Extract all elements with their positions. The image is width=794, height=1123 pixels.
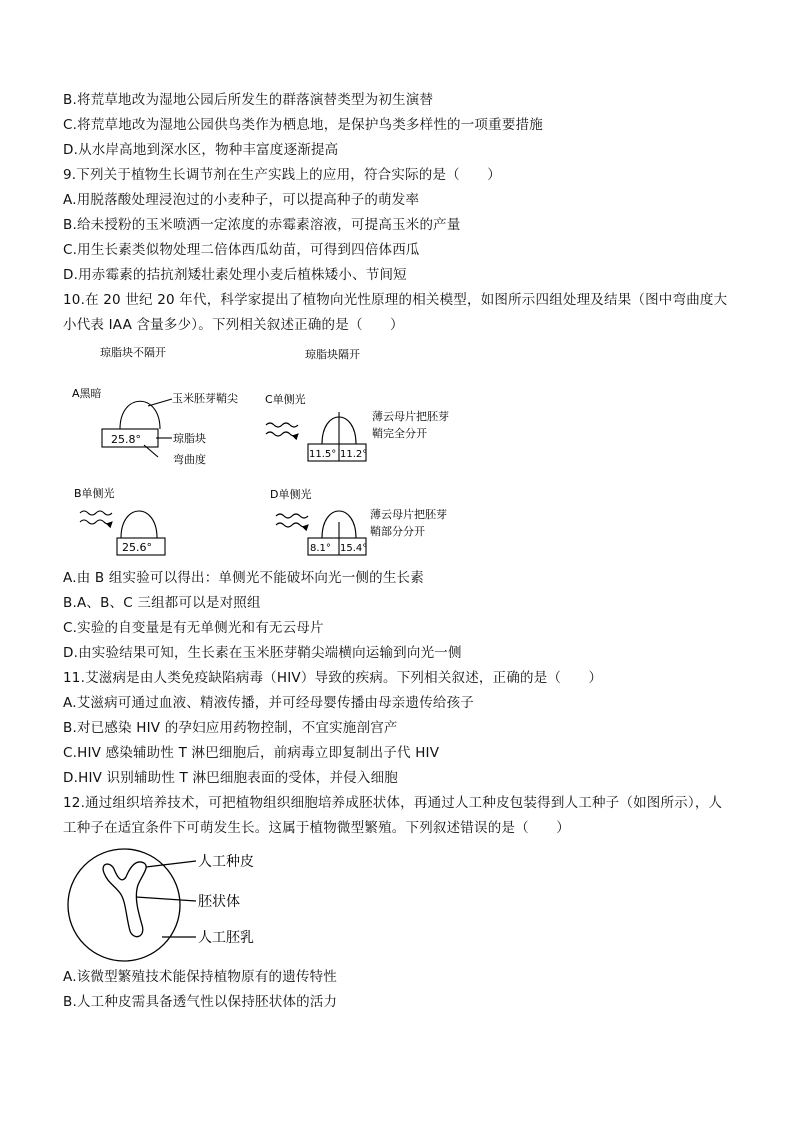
group-c-note-2: 鞘完全分开 — [372, 427, 427, 440]
option-12b: B.人工种皮需具备透气性以保持胚状体的活力 — [63, 994, 338, 1010]
label-seed-coat: 人工种皮 — [198, 854, 254, 870]
group-c-label: C单侧光 — [265, 393, 306, 406]
option-10c: C.实验的自变量是有无单侧光和有无云母片 — [63, 620, 324, 636]
group-d-note-1: 薄云母片把胚芽 — [370, 508, 447, 521]
option-9a: A.用脱落酸处理浸泡过的小麦种子，可以提高种子的萌发率 — [63, 192, 420, 208]
group-c-note-1: 薄云母片把胚芽 — [372, 410, 449, 423]
label-embryoid: 胚状体 — [198, 894, 240, 910]
group-c-right-value: 11.2° — [340, 449, 368, 460]
group-d-label: D单侧光 — [270, 488, 312, 501]
label-endosperm: 人工胚乳 — [198, 930, 254, 946]
question-11: 11.艾滋病是由人类免疫缺陷病毒（HIV）导致的疾病。下列相关叙述，正确的是（ ） — [63, 670, 603, 686]
option-9c: C.用生长素类似物处理二倍体西瓜幼苗，可得到四倍体西瓜 — [63, 242, 420, 258]
callout-block: 琼脂块 — [173, 432, 206, 445]
group-b-label: B单侧光 — [74, 487, 115, 500]
header-separated: 琼脂块隔开 — [305, 348, 360, 361]
option-11d: D.HIV 识别辅助性 T 淋巴细胞表面的受体，并侵入细胞 — [63, 770, 398, 786]
group-a-label: A黑暗 — [72, 387, 102, 400]
option-9d: D.用赤霉素的拮抗剂矮壮素处理小麦后植株矮小、节间短 — [63, 267, 407, 283]
group-d-note-2: 鞘部分分开 — [370, 525, 425, 538]
artificial-seed-figure — [60, 845, 290, 965]
question-10: 10.在 20 世纪 20 年代，科学家提出了植物向光性原理的相关模型，如图所示四组处理及结果（图中弯曲度大 — [63, 292, 728, 308]
group-d-left-value: 8.1° — [310, 543, 331, 554]
group-d-right-value: 15.4° — [340, 543, 368, 554]
option-10b: B.A、B、C 三组都可以是对照组 — [63, 595, 261, 611]
header-not-separated: 琼脂块不隔开 — [100, 346, 166, 359]
option-8c: C.将荒草地改为湿地公园供鸟类作为栖息地，是保护鸟类多样性的一项重要措施 — [63, 117, 543, 133]
group-a-value: 25.8° — [111, 433, 141, 446]
option-10d: D.由实验结果可知，生长素在玉米胚芽鞘尖端横向运输到向光一侧 — [63, 645, 462, 661]
question-9: 9.下列关于植物生长调节剂在生产实践上的应用，符合实际的是（ ） — [63, 167, 501, 183]
callout-tip: 玉米胚芽鞘尖 — [172, 392, 238, 405]
option-8d: D.从水岸高地到深水区，物种丰富度逐渐提高 — [63, 142, 339, 158]
group-a — [102, 399, 172, 457]
option-9b: B.给未授粉的玉米喷洒一定浓度的赤霉素溶液，可提高玉米的产量 — [63, 217, 461, 233]
group-c-left-value: 11.5° — [309, 449, 337, 460]
phototropism-figure — [60, 340, 480, 565]
option-10a: A.由 B 组实验可以得出：单侧光不能破坏向光一侧的生长素 — [63, 570, 424, 586]
option-8b: B.将荒草地改为湿地公园后所发生的群落演替类型为初生演替 — [63, 92, 434, 108]
option-11a: A.艾滋病可通过血液、精液传播，并可经母婴传播由母亲遗传给孩子 — [63, 695, 474, 711]
callout-angle: 弯曲度 — [173, 453, 206, 466]
question-10-cont: 小代表 IAA 含量多少）。下列相关叙述正确的是（ ） — [63, 317, 404, 333]
option-11c: C.HIV 感染辅助性 T 淋巴细胞后，前病毒立即复制出子代 HIV — [63, 745, 440, 761]
option-12a: A.该微型繁殖技术能保持植物原有的遗传特性 — [63, 969, 337, 985]
question-12: 12.通过组织培养技术，可把植物组织细胞培养成胚状体，再通过人工种皮包装得到人工种子（如图所示），人 — [63, 795, 723, 811]
group-b-value: 25.6° — [122, 541, 152, 554]
option-11b: B.对已感染 HIV 的孕妇应用药物控制，不宜实施剖宫产 — [63, 720, 398, 736]
question-12-cont: 工种子在适宜条件下可萌发生长。这属于植物微型繁殖。下列叙述错误的是（ ） — [63, 820, 570, 836]
